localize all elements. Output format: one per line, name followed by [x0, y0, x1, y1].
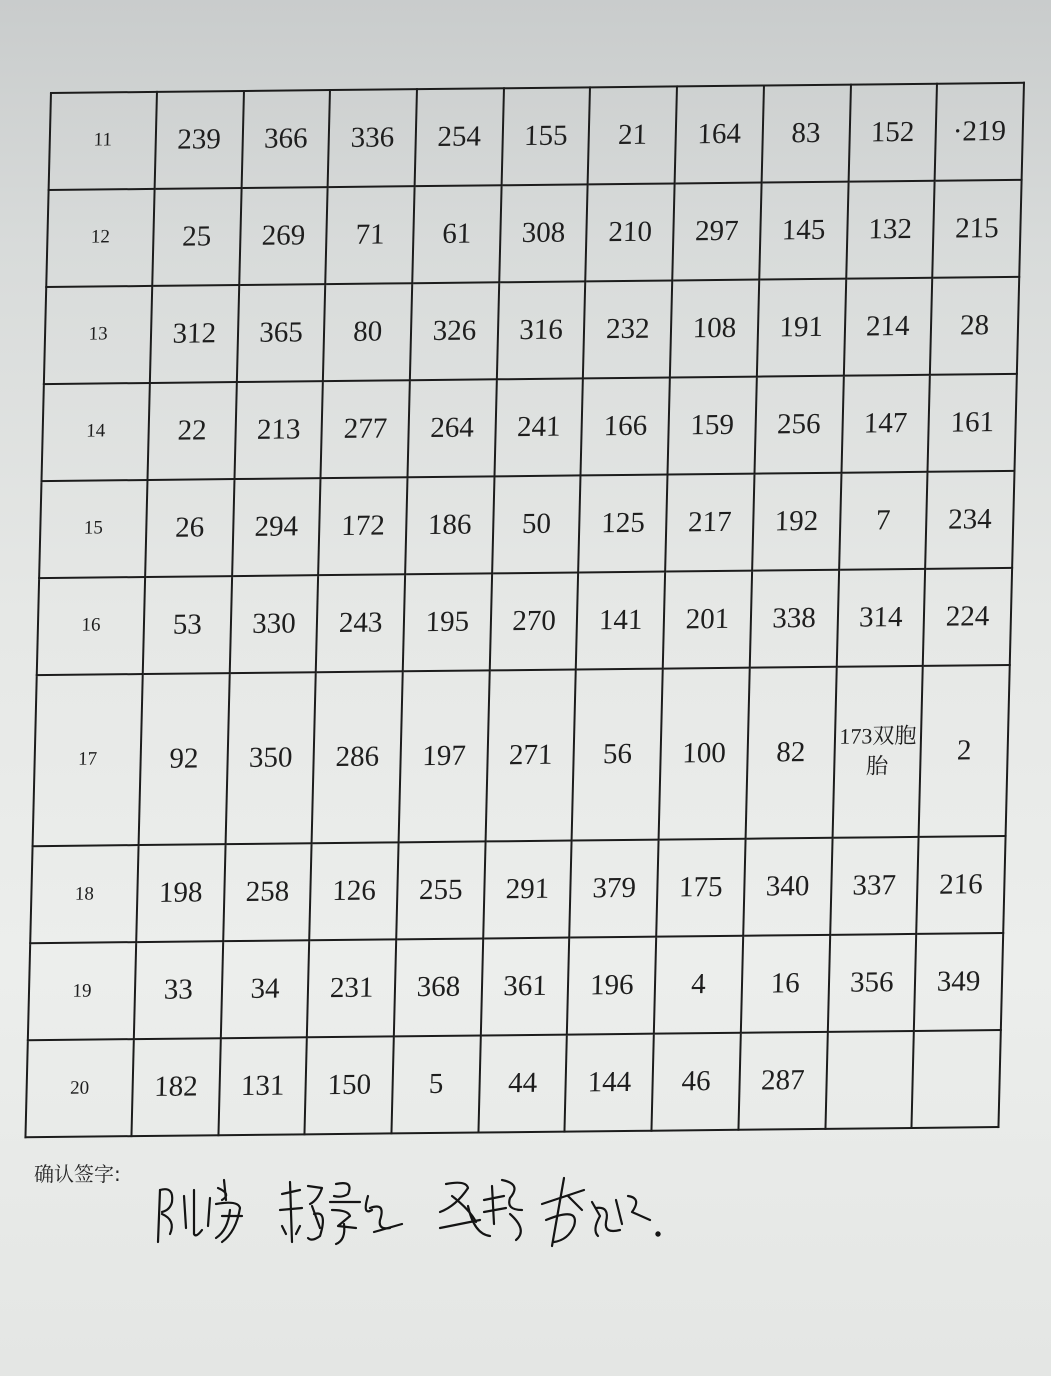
number-cell: 340	[743, 838, 832, 936]
signature-label: 确认签字:	[34, 1162, 121, 1186]
number-cell: 83	[761, 85, 850, 183]
number-cell: 92	[139, 673, 230, 846]
table-row	[46, 180, 1021, 287]
number-cell: 125	[579, 474, 668, 572]
signature-2	[280, 1182, 402, 1244]
table-row	[28, 933, 1003, 1040]
number-cell: 197	[399, 670, 490, 843]
number-cell: ·219	[935, 83, 1024, 181]
number-cell: 7	[839, 471, 928, 569]
row-label: 17	[33, 674, 143, 847]
table-row	[37, 568, 1012, 675]
number-cell: 254	[415, 88, 504, 186]
row-label: 12	[46, 189, 154, 287]
number-cell: 28	[930, 277, 1019, 375]
number-cell: 192	[752, 472, 841, 570]
number-cell: 182	[131, 1038, 220, 1136]
number-cell: 361	[481, 938, 570, 1036]
signature-4	[542, 1178, 660, 1246]
number-cell: 336	[328, 89, 417, 187]
number-cell: 22	[148, 382, 237, 480]
row-label: 15	[39, 480, 147, 578]
number-cell: 150	[305, 1036, 394, 1134]
number-cell: 217	[665, 473, 754, 571]
row-label: 19	[28, 942, 136, 1040]
number-cell: 326	[410, 282, 499, 380]
number-cell: 155	[501, 87, 590, 185]
number-cell: 216	[916, 836, 1005, 934]
handwritten-signatures	[150, 1150, 690, 1260]
number-cell: 2	[919, 664, 1010, 837]
number-cell: 132	[846, 181, 935, 279]
number-cell: 147	[841, 375, 930, 473]
number-cell: 33	[134, 941, 223, 1039]
number-cell: 141	[576, 571, 665, 669]
number-cell: 195	[403, 573, 492, 671]
number-cell	[825, 1031, 914, 1129]
row-label: 16	[37, 577, 145, 675]
number-cell: 287	[738, 1032, 827, 1130]
number-cell: 152	[848, 84, 937, 182]
number-cell: 131	[218, 1037, 307, 1135]
table-row	[44, 277, 1019, 384]
number-cell: 241	[494, 378, 583, 476]
number-cell: 108	[670, 279, 759, 377]
number-cell: 314	[836, 568, 925, 666]
number-cell: 379	[570, 840, 659, 938]
number-cell: 330	[229, 575, 318, 673]
number-cell: 271	[485, 669, 576, 842]
number-cell: 349	[914, 933, 1003, 1031]
number-cell: 213	[234, 381, 323, 479]
number-cell: 56	[572, 668, 663, 841]
number-cell: 231	[307, 940, 396, 1038]
number-cell: 196	[567, 937, 656, 1035]
number-cell: 365	[237, 284, 326, 382]
number-cell: 243	[316, 574, 405, 672]
number-cell: 232	[583, 280, 672, 378]
number-cell: 198	[136, 844, 225, 942]
number-cell: 286	[312, 671, 403, 844]
number-cell: 4	[654, 936, 743, 1034]
number-cell: 297	[672, 182, 761, 280]
number-cell: 258	[223, 843, 312, 941]
number-cell: 337	[830, 837, 919, 935]
number-cell: 191	[757, 279, 846, 377]
number-cell: 215	[932, 180, 1021, 278]
number-cell: 25	[152, 188, 241, 286]
table-row	[25, 1030, 1000, 1137]
number-cell: 166	[581, 377, 670, 475]
number-cell: 291	[483, 841, 572, 939]
number-cell: 270	[490, 572, 579, 670]
number-cell: 46	[652, 1033, 741, 1131]
number-cell: 5	[392, 1036, 481, 1134]
number-cell: 214	[843, 278, 932, 376]
number-cell: 21	[588, 86, 677, 184]
number-cell: 338	[750, 569, 839, 667]
table-row	[30, 836, 1005, 943]
signature-3	[440, 1180, 522, 1240]
number-cell: 269	[239, 187, 328, 285]
number-cell: 277	[321, 380, 410, 478]
number-cell: 144	[565, 1034, 654, 1132]
number-cell: 255	[396, 842, 485, 940]
number-cell: 316	[497, 281, 586, 379]
row-label: 20	[25, 1039, 133, 1137]
number-cell: 82	[745, 666, 836, 839]
number-cell: 175	[656, 839, 745, 937]
number-cell: 61	[412, 185, 501, 283]
number-cell: 16	[741, 935, 830, 1033]
number-cell: 239	[155, 91, 244, 189]
number-cell: 164	[675, 86, 764, 184]
row-label: 18	[30, 845, 138, 943]
number-cell: 264	[408, 379, 497, 477]
number-cell: 350	[225, 672, 316, 845]
number-cell: 294	[232, 478, 321, 576]
number-table	[24, 82, 1025, 1138]
number-cell: 34	[221, 940, 310, 1038]
table-row	[33, 664, 1010, 846]
number-cell: 366	[241, 90, 330, 188]
number-cell: 224	[923, 568, 1012, 666]
number-cell: 256	[754, 375, 843, 473]
number-cell: 50	[492, 475, 581, 573]
number-grid	[24, 82, 1025, 1138]
number-cell: 80	[323, 283, 412, 381]
number-cell: 161	[928, 374, 1017, 472]
number-cell: 126	[310, 843, 399, 941]
row-label: 11	[49, 92, 157, 190]
row-label: 14	[42, 383, 150, 481]
row-label: 13	[44, 286, 152, 384]
number-cell: 234	[925, 471, 1014, 569]
number-cell: 159	[668, 376, 757, 474]
number-cell: 26	[145, 479, 234, 577]
table-row	[42, 374, 1017, 481]
number-cell	[912, 1030, 1001, 1128]
number-cell: 53	[143, 576, 232, 674]
number-cell: 71	[326, 186, 415, 284]
number-cell: 172	[319, 477, 408, 575]
number-cell: 44	[478, 1035, 567, 1133]
table-row	[39, 471, 1014, 578]
number-cell: 100	[659, 667, 750, 840]
number-cell: 186	[405, 476, 494, 574]
number-cell: 312	[150, 285, 239, 383]
signature-1	[158, 1180, 242, 1242]
number-cell: 173双胞胎	[832, 665, 923, 838]
number-cell: 368	[394, 939, 483, 1037]
table-row	[49, 83, 1024, 190]
number-cell: 201	[663, 570, 752, 668]
number-cell: 210	[586, 183, 675, 281]
number-cell: 356	[827, 934, 916, 1032]
number-cell: 308	[499, 184, 588, 282]
number-cell: 145	[759, 182, 848, 280]
